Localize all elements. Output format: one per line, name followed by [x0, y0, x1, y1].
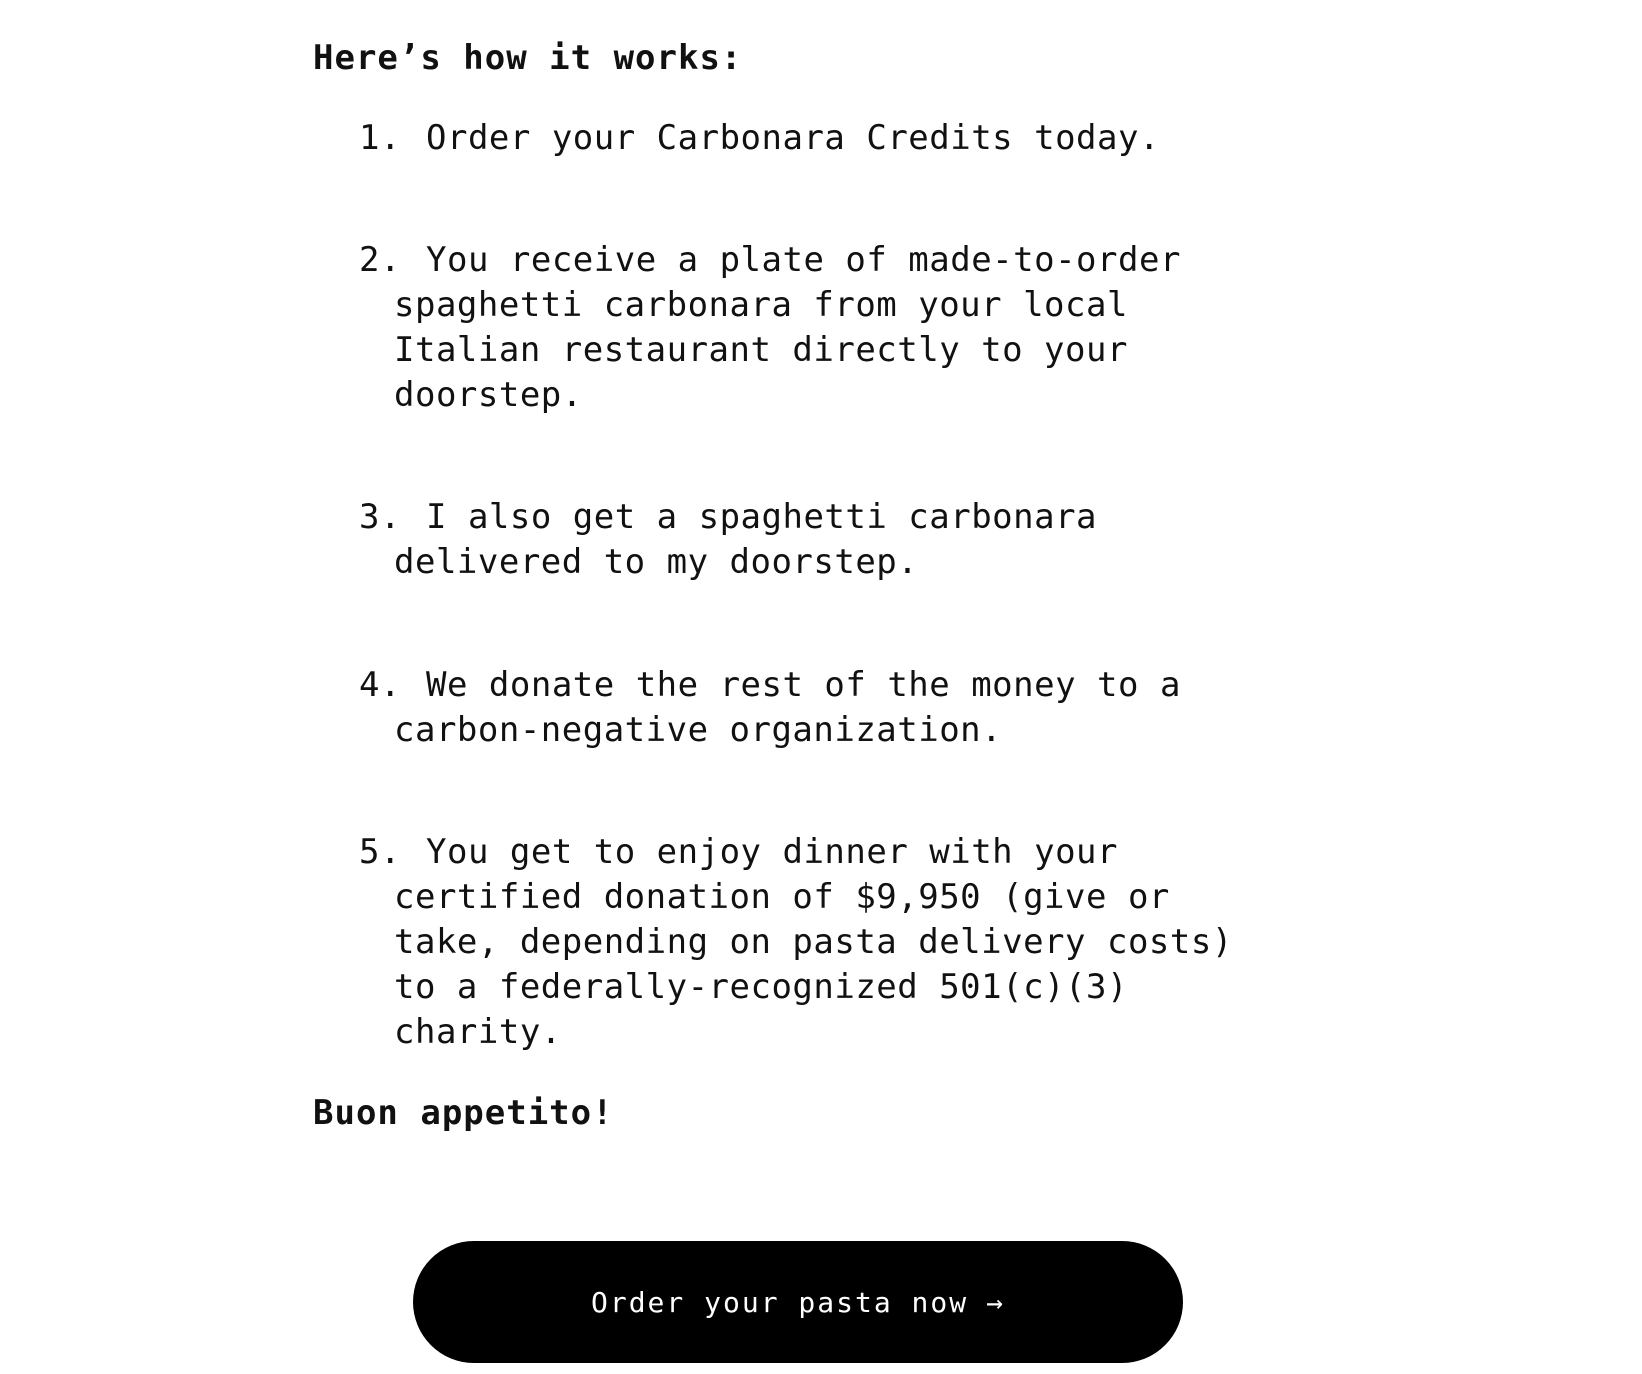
step-number: 2. — [359, 240, 401, 280]
step-text: I also get a spaghetti carbonara delivered to my doorstep. — [394, 497, 1098, 582]
step-number: 3. — [359, 497, 401, 537]
order-pasta-button[interactable] — [413, 1241, 1183, 1363]
list-item — [359, 495, 1269, 585]
order-pasta-button-label: Order your pasta now — [590, 1285, 969, 1319]
list-item — [359, 663, 1269, 753]
signoff-text: Buon appetito! — [313, 1093, 614, 1133]
step-number: 4. — [359, 665, 401, 705]
list-item — [359, 238, 1269, 418]
step-number: 5. — [359, 832, 401, 872]
step-text: Order your Carbonara Credits today. — [426, 118, 1160, 158]
list-item — [359, 830, 1269, 1055]
step-text: You receive a plate of made-to-order spaghetti carbonara from your local Italian restaurant directly to your doorstep. — [394, 240, 1181, 415]
list-item — [359, 116, 1269, 161]
step-number: 1. — [359, 118, 401, 158]
step-text: We donate the rest of the money to a carbon-negative organization. — [394, 665, 1181, 750]
arrow-right-icon: → — [986, 1285, 1005, 1319]
section-heading: Here’s how it works: — [313, 38, 743, 78]
step-text: You get to enjoy dinner with your certified donation of $9,950 (give or take, depending on pasta delivery costs) to a federally-recognized 501(c)(3) charity. — [394, 832, 1233, 1052]
